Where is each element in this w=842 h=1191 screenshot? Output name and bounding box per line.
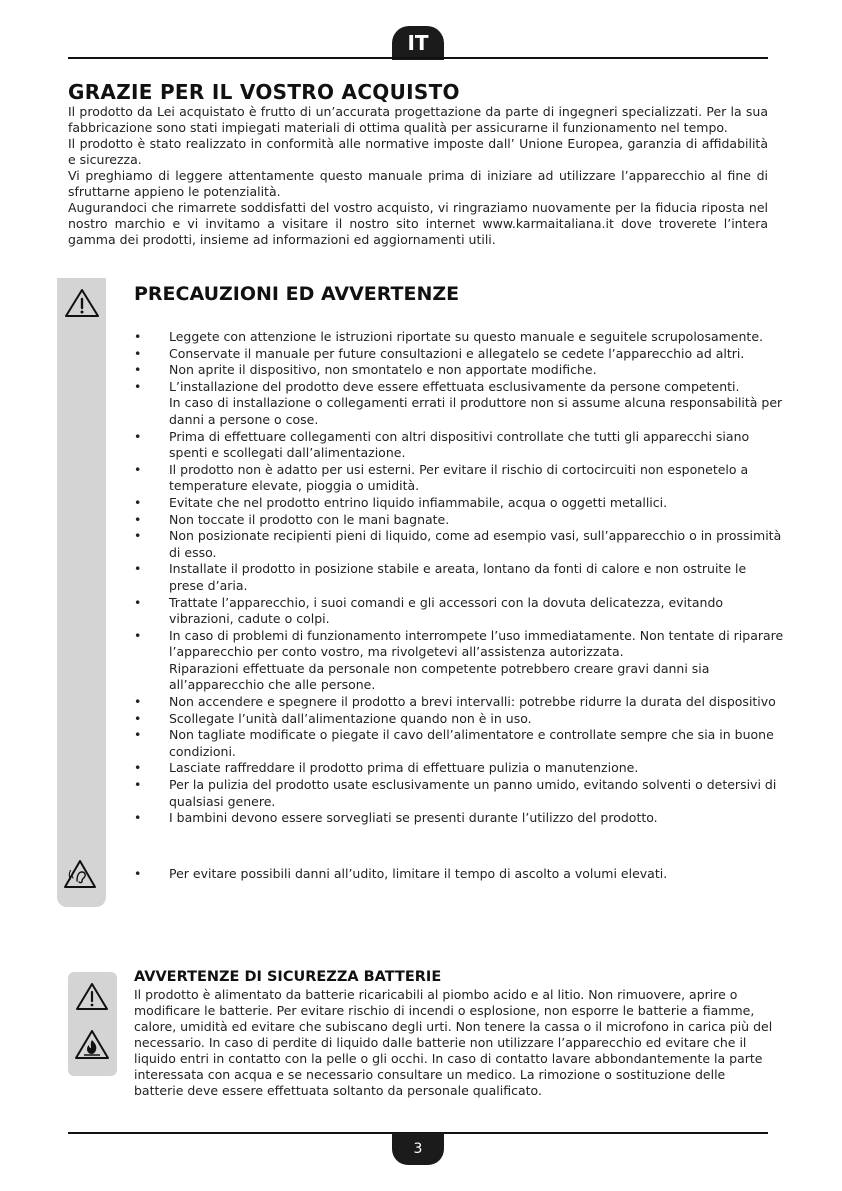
list-item: • Leggete con attenzione le istruzioni riportate su questo manuale e seguitele scrupolosamente. [134, 329, 784, 346]
header-rule [68, 57, 768, 59]
warning-icon [75, 982, 109, 1012]
precautions-title: PRECAUZIONI ED AVVERTENZE [134, 283, 460, 305]
list-item: • Non toccate il prodotto con le mani bagnate. [134, 512, 784, 529]
list-item: • Installate il prodotto in posizione stabile e areata, lontano da fonti di calore e non ostruite le prese d’aria. [134, 561, 784, 594]
intro-title: GRAZIE PER IL VOSTRO ACQUISTO [68, 80, 460, 104]
list-item: • Per la pulizia del prodotto usate esclusivamente un panno umido, evitando solventi o detersivi di qualsiasi genere. [134, 777, 784, 810]
fire-hazard-icon [74, 1029, 110, 1061]
list-item: • Evitate che nel prodotto entrino liquido infiammabile, acqua o oggetti metallici. [134, 495, 784, 512]
list-item: • Non aprite il dispositivo, non smontatelo e non apportate modifiche. [134, 362, 784, 379]
list-item: • Non posizionate recipienti pieni di liquido, come ad esempio vasi, sull’apparecchio o in prossimità di esso. [134, 528, 784, 561]
precautions-list [134, 329, 784, 827]
battery-body: Il prodotto è alimentato da batterie ricaricabili al piombo acido e al litio. Non rimuovere, aprire o modificare le batterie. Per evitare rischio di incendi o esplosione, non esporre le batterie a fiamme, calore, umidità ed evitare che subiscano degli urti. Non tenere la cassa o il microfono in carica più del necessario. In caso di perdite di liquido dalle batterie non utilizzare l’apparecchio ed evitare che il liquido entri in contatto con la pelle o gli occhi. In caso di contatto lavare abbondantemente la parte interessata con acqua e se necessario consultare un medico. La rimozione o sostituzione delle batterie deve essere effettuata soltanto da personale qualificato. [134, 987, 773, 1098]
hearing-damage-icon [62, 858, 98, 890]
list-item: • Il prodotto non è adatto per usi esterni. Per evitare il rischio di cortocircuiti non esponetelo a temperature elevate, pioggia o umidità. [134, 462, 784, 495]
list-item: • Prima di effettuare collegamenti con altri dispositivi controllate che tutti gli apparecchi siano spenti e scollegati dall’alimentazione. [134, 429, 784, 462]
list-item: • Non tagliate modificate o piegate il cavo dell’alimentatore e controllate sempre che sia in buone condizioni. [134, 727, 784, 760]
intro-paragraph: Augurandoci che rimarrete soddisfatti del vostro acquisto, vi ringraziamo nuovamente per la fiducia riposta nel nostro marchio e vi invitamo a visitare il nostro sito internet www.karmaitaliana.it dove troverete l’intera gamma dei prodotti, insieme ad informazioni ed aggiornamenti utili. [68, 200, 768, 247]
language-tab: IT [392, 26, 444, 60]
battery-title: AVVERTENZE DI SICUREZZA BATTERIE [134, 969, 442, 985]
precautions-sidebar [57, 278, 106, 907]
intro-body [68, 104, 768, 248]
list-item: • Conservate il manuale per future consultazioni e allegatelo se cedete l’apparecchio ad altri. [134, 346, 784, 363]
intro-paragraph: Il prodotto da Lei acquistato è frutto di un’accurata progettazione da parte di ingegneri specializzati. Per la sua fabbricazione sono stati impiegati materiali di ottima qualità per assicurarne il funzionamento nel tempo. [68, 104, 768, 135]
warning-icon [63, 287, 101, 319]
list-item: • I bambini devono essere sorvegliati se presenti durante l’utilizzo del prodotto. [134, 810, 784, 827]
hearing-warning-item: • Per evitare possibili danni all’udito, limitare il tempo di ascolto a volumi elevati. [134, 866, 784, 883]
list-item: • L’installazione del prodotto deve essere effettuata esclusivamente da persone competenti. In caso di installazione o collegamenti errati il produttore non si assume alcuna responsabilità per danni a persone o cose. [134, 379, 784, 429]
list-item: • Trattate l’apparecchio, i suoi comandi e gli accessori con la dovuta delicatezza, evitando vibrazioni, cadute o colpi. [134, 595, 784, 628]
intro-paragraph: Il prodotto è stato realizzato in conformità alle normative imposte dall’ Unione Europea, garanzia di affidabilità e sicurezza. [68, 136, 768, 167]
list-item: • Non accendere e spegnere il prodotto a brevi intervalli: potrebbe ridurre la durata del dispositivo [134, 694, 784, 711]
list-item: • Scollegate l’unità dall’alimentazione quando non è in uso. [134, 711, 784, 728]
list-item: • In caso di problemi di funzionamento interrompete l’uso immediatamente. Non tentate di riparare l’apparecchio per conto vostro, ma rivolgetevi all’assistenza autorizzata. Riparazioni effettuate da personale non competente potrebbero creare gravi danni sia all’apparecchio che alle persone. [134, 628, 784, 694]
list-item: • Lasciate raffreddare il prodotto prima di effettuare pulizia o manutenzione. [134, 760, 784, 777]
page-number: 3 [392, 1133, 444, 1165]
intro-paragraph: Vi preghiamo di leggere attentamente questo manuale prima di iniziare ad utilizzare l’apparecchio al fine di sfruttarne appieno le potenzialità. [68, 168, 768, 199]
